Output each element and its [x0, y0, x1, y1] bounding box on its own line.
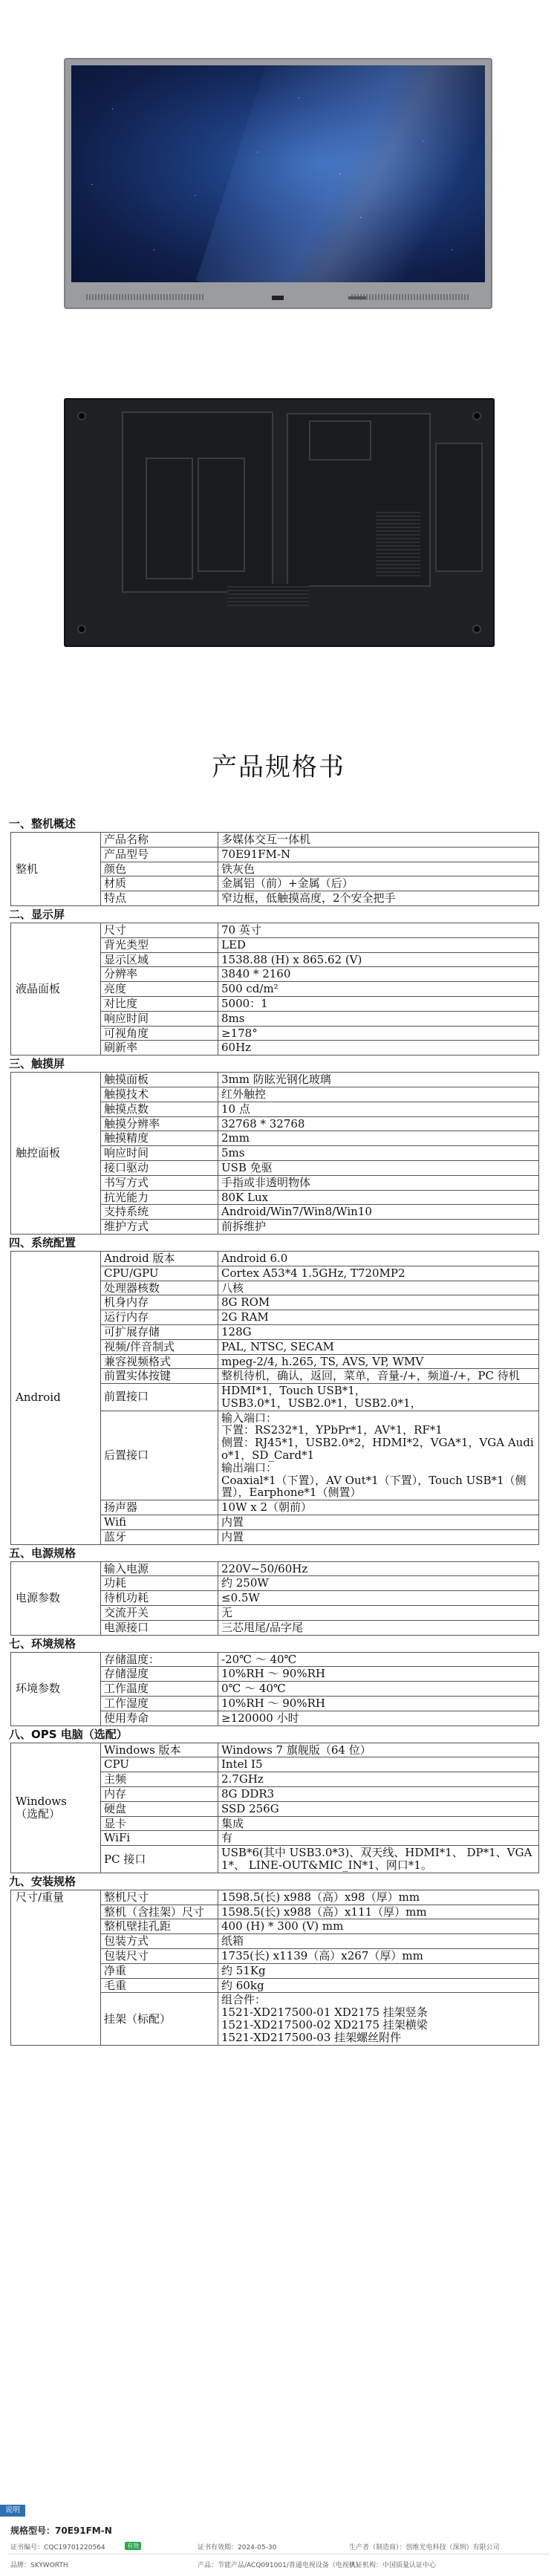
- spec-key: 整机尺寸: [101, 1890, 218, 1905]
- back-ops-slot: [435, 443, 483, 572]
- spec-value: 8ms: [218, 1011, 539, 1026]
- display-screen: [71, 65, 485, 282]
- spec-key: 特点: [101, 891, 218, 906]
- brand-logo-mark: [348, 296, 366, 299]
- spec-key: 交流开关: [101, 1606, 218, 1621]
- table-row: [11, 1743, 539, 1757]
- back-io-module: [309, 420, 371, 461]
- spec-value: 前拆维护: [218, 1220, 539, 1235]
- spec-key: 触摸面板: [101, 1073, 218, 1087]
- spec-value: 3mm 防眩光钢化玻璃: [218, 1073, 539, 1087]
- spec-key: 尺寸: [101, 923, 218, 937]
- spec-key: 硬盘: [101, 1801, 218, 1816]
- spec-key: 净重: [101, 1963, 218, 1978]
- spec-key: 处理器核数: [101, 1281, 218, 1295]
- spec-key: 亮度: [101, 982, 218, 997]
- spec-key: 颜色: [101, 862, 218, 876]
- spec-key: 扬声器: [101, 1500, 218, 1515]
- spec-value: Windows 7 旗舰版（64 位）: [218, 1743, 539, 1757]
- table-row: [11, 1652, 539, 1667]
- spec-value: 220V~50/60Hz: [218, 1561, 539, 1576]
- footer-tab[interactable]: 说明: [0, 2505, 25, 2517]
- spec-key: 书写方式: [101, 1175, 218, 1190]
- spec-value: 1598.5(长) x988（高）x111（厚）mm: [218, 1905, 539, 1919]
- spec-value: 80K Lux: [218, 1190, 539, 1205]
- footer-cert-no: 证书编号：CQC19701220564: [10, 2544, 105, 2551]
- spec-value: 32768 * 32768: [218, 1116, 539, 1131]
- spec-value: Intel I5: [218, 1757, 539, 1772]
- spec-value: 500 cd/m²: [218, 982, 539, 997]
- section-title: 四、系统配置: [9, 1235, 76, 1249]
- spec-key: 输入电源: [101, 1561, 218, 1576]
- document-title: 产品规格书: [212, 752, 345, 782]
- spec-value: 约 51Kg: [218, 1963, 539, 1978]
- spec-table: [10, 1890, 539, 2046]
- spec-key: 触摸点数: [101, 1102, 218, 1116]
- spec-value: 约 250W: [218, 1576, 539, 1591]
- table-row: [11, 833, 539, 848]
- spec-value: 60Hz: [218, 1041, 539, 1056]
- spec-key: 支持系统: [101, 1205, 218, 1220]
- spec-value: 手指或非透明物体: [218, 1175, 539, 1190]
- spec-key: 功耗: [101, 1576, 218, 1591]
- spec-value: 铁灰色: [218, 862, 539, 876]
- spec-value: HDMI*1，Touch USB*1， USB3.0*1，USB2.0*1，USB2.0*1，: [218, 1384, 539, 1411]
- spec-key: 响应时间: [101, 1146, 218, 1161]
- table-row: [11, 1251, 539, 1266]
- spec-key: 前置接口: [101, 1384, 218, 1411]
- spec-key: Wifi: [101, 1515, 218, 1530]
- category-cell: Android: [11, 1251, 101, 1544]
- spec-key: 包装方式: [101, 1934, 218, 1949]
- spec-value: 红外触控: [218, 1087, 539, 1102]
- spec-key: 产品型号: [101, 847, 218, 862]
- spec-key: Android 版本: [101, 1251, 218, 1266]
- spec-value: 三芯甩尾/品字尾: [218, 1620, 539, 1635]
- spec-key: 刷新率: [101, 1041, 218, 1056]
- front-sensor: [272, 296, 284, 300]
- spec-key: 视频/伴音制式: [101, 1339, 218, 1354]
- section-title: 九、安装规格: [9, 1874, 76, 1888]
- spec-value: 八核: [218, 1281, 539, 1295]
- category-cell: 环境参数: [11, 1652, 101, 1726]
- spec-key: 工作湿度: [101, 1697, 218, 1711]
- spec-table: [10, 1072, 539, 1235]
- spec-key: 后置接口: [101, 1411, 218, 1500]
- spec-table: [10, 1251, 539, 1545]
- spec-value: LED: [218, 937, 539, 952]
- spec-key: 工作温度: [101, 1682, 218, 1697]
- spec-key: 可扩展存储: [101, 1324, 218, 1339]
- spec-key: 整机壁挂孔距: [101, 1919, 218, 1934]
- category-cell: 液晶面板: [11, 923, 101, 1055]
- footer-valid-date: 证书有效期：2024-05-30: [198, 2544, 277, 2551]
- spec-key: 对比度: [101, 996, 218, 1011]
- spec-value: 70 英寸: [218, 923, 539, 937]
- spec-value: Android 6.0: [218, 1251, 539, 1266]
- spec-value: USB*6(其中 USB3.0*3)、双天线、HDMI*1、 DP*1、VGA1*、 LINE-OUT&MIC_IN*1、网口*1。: [218, 1846, 539, 1873]
- spec-value: 0℃ ～ 40℃: [218, 1682, 539, 1697]
- spec-key: 显示区域: [101, 952, 218, 967]
- spec-value: 内置: [218, 1515, 539, 1530]
- back-vent: [376, 510, 420, 576]
- status-badge: 有效: [125, 2542, 141, 2550]
- spec-key: 可视角度: [101, 1026, 218, 1041]
- spec-value: ≥120000 小时: [218, 1711, 539, 1726]
- spec-table: [10, 832, 539, 906]
- spec-sections: [9, 816, 548, 2046]
- mount-hole: [79, 626, 85, 632]
- spec-value: 2mm: [218, 1131, 539, 1146]
- mount-hole: [474, 413, 480, 419]
- category-cell: 尺寸/重量: [11, 1890, 101, 2045]
- spec-value: 约 60kg: [218, 1978, 539, 1993]
- spec-key: 兼容视频格式: [101, 1354, 218, 1369]
- spec-value: 8G ROM: [218, 1295, 539, 1310]
- spec-value: Android/Win7/Win8/Win10: [218, 1205, 539, 1220]
- spec-key: 分辨率: [101, 967, 218, 982]
- spec-key: 包装尺寸: [101, 1948, 218, 1963]
- spec-key: Windows 版本: [101, 1743, 218, 1757]
- footer-cert-body: 认证机构：中国质量认证中心: [349, 2562, 437, 2569]
- spec-value: 1538.88 (H) x 865.62 (V): [218, 952, 539, 967]
- footer-brand: 品牌：SKYWORTH: [10, 2562, 68, 2569]
- spec-value: 10%RH ～ 90%RH: [218, 1667, 539, 1682]
- spec-table: [10, 1743, 539, 1873]
- table-row: [11, 1073, 539, 1087]
- spec-key: 电源接口: [101, 1620, 218, 1635]
- product-back-image: [64, 398, 495, 647]
- spec-value: USB 免驱: [218, 1160, 539, 1175]
- spec-key: WiFi: [101, 1831, 218, 1846]
- spec-value: 70E91FM-N: [218, 847, 539, 862]
- spec-key: 存储湿度: [101, 1667, 218, 1682]
- spec-value: 10W x 2（朝前）: [218, 1500, 539, 1515]
- certificate-footer: [0, 2505, 557, 2576]
- category-cell: Windows （选配）: [11, 1743, 101, 1873]
- product-front-image: [64, 58, 492, 309]
- spec-key: 产品名称: [101, 833, 218, 848]
- spec-key: 触摸分辨率: [101, 1116, 218, 1131]
- section-title: 八、OPS 电脑（选配）: [9, 1727, 128, 1741]
- spec-value: 5000：1: [218, 996, 539, 1011]
- speaker-grille-right: [351, 294, 470, 300]
- spec-value: 纸箱: [218, 1934, 539, 1949]
- spec-value: ≥178°: [218, 1026, 539, 1041]
- section-title: 二、显示屏: [9, 907, 65, 921]
- spec-value: SSD 256G: [218, 1801, 539, 1816]
- spec-value: 400 (H) * 300 (V) mm: [218, 1919, 539, 1934]
- spec-value: 组合件： 1521-XD217500-01 XD2175 挂架竖条 1521-XD217500-02 XD2175 挂架横梁 1521-XD217500-03 挂架螺丝附件: [218, 1993, 539, 2045]
- section-title: 五、电源规格: [9, 1546, 76, 1560]
- spec-value: mpeg-2/4, h.265, TS, AVS, VP, WMV: [218, 1354, 539, 1369]
- spec-value: 3840 * 2160: [218, 967, 539, 982]
- spec-key: 蓝牙: [101, 1529, 218, 1544]
- section-title: 三、触摸屏: [9, 1057, 65, 1071]
- table-row: [11, 923, 539, 937]
- footer-product: 产品：节能产品/ACQ091001/普通电视设备（电视机）: [198, 2562, 362, 2569]
- spec-key: CPU/GPU: [101, 1266, 218, 1281]
- spec-key: 前置实体按键: [101, 1369, 218, 1384]
- spec-key: 整机（含挂架）尺寸: [101, 1905, 218, 1919]
- footer-heading: 规格型号：70E91FM-N: [10, 2525, 112, 2536]
- starfield-wallpaper: [71, 65, 485, 282]
- spec-value: 内置: [218, 1529, 539, 1544]
- spec-value: ≤0.5W: [218, 1591, 539, 1606]
- spec-key: 机身内存: [101, 1295, 218, 1310]
- table-row: [11, 1890, 539, 1905]
- spec-value: 10%RH ～ 90%RH: [218, 1697, 539, 1711]
- spec-key: 接口驱动: [101, 1160, 218, 1175]
- spec-value: 8G DDR3: [218, 1787, 539, 1802]
- spec-key: 待机功耗: [101, 1591, 218, 1606]
- spec-value: 128G: [218, 1324, 539, 1339]
- spec-value: 有: [218, 1831, 539, 1846]
- spec-value: 多媒体交互一体机: [218, 833, 539, 848]
- spec-value: 输入端口： 下置：RS232*1，YPbPr*1，AV*1，RF*1 侧置：RJ45*1，USB2.0*2，HDMI*2，VGA*1，VGA Audio*1，SD_Card*1 输出端口： Coaxial*1（下置），AV Out*1（下置），Touch USB*1（侧置），Earphone*1（侧置）: [218, 1411, 539, 1500]
- category-cell: 整机: [11, 833, 101, 906]
- spec-key: 主频: [101, 1772, 218, 1787]
- section-title: 一、整机概述: [9, 817, 76, 830]
- spec-value: 集成: [218, 1816, 539, 1831]
- category-cell: 电源参数: [11, 1561, 101, 1635]
- spec-key: 运行内存: [101, 1310, 218, 1325]
- spec-value: 10 点: [218, 1102, 539, 1116]
- footer-manufacturer: 生产者（制造商）：创维光电科技（深圳）有限公司: [349, 2544, 500, 2551]
- spec-value: 2G RAM: [218, 1310, 539, 1325]
- table-row: [11, 1561, 539, 1576]
- spec-value: 金属铝（前）+金属（后）: [218, 876, 539, 891]
- spec-key: 毛重: [101, 1978, 218, 1993]
- spec-value: 1735(长) x1139（高）x267（厚）mm: [218, 1948, 539, 1963]
- spec-value: Cortex A53*4 1.5GHz, T720MP2: [218, 1266, 539, 1281]
- back-bracket-left: [146, 458, 193, 579]
- speaker-grille-left: [86, 294, 205, 300]
- spec-key: 维护方式: [101, 1220, 218, 1235]
- spec-value: 整机待机，确认，返回，菜单，音量-/+，频道-/+，PC 待机: [218, 1369, 539, 1384]
- spec-key: 挂架（标配）: [101, 1993, 218, 2045]
- spec-key: CPU: [101, 1757, 218, 1772]
- section-title: 七、环境规格: [9, 1636, 76, 1650]
- back-bracket-center: [198, 458, 245, 572]
- spec-key: 存储温度：: [101, 1652, 218, 1667]
- spec-value: 5ms: [218, 1146, 539, 1161]
- spec-key: 背光类型: [101, 937, 218, 952]
- spec-value: 1598.5(长) x988（高）x98（厚）mm: [218, 1890, 539, 1905]
- spec-value: 窄边框，低触摸高度，2个安全把手: [218, 891, 539, 906]
- spec-key: 触摸精度: [101, 1131, 218, 1146]
- mount-hole: [474, 626, 480, 632]
- spec-key: 材质: [101, 876, 218, 891]
- spec-key: 显卡: [101, 1816, 218, 1831]
- mount-hole: [79, 413, 85, 419]
- back-vent-bottom: [227, 584, 309, 606]
- spec-value: 2.7GHz: [218, 1772, 539, 1787]
- spec-key: PC 接口: [101, 1846, 218, 1873]
- spec-table: [10, 1561, 539, 1636]
- spec-value: -20℃ ～ 40℃: [218, 1652, 539, 1667]
- spec-key: 内存: [101, 1787, 218, 1802]
- spec-key: 抗光能力: [101, 1190, 218, 1205]
- spec-key: 使用寿命: [101, 1711, 218, 1726]
- spec-key: 触摸技术: [101, 1087, 218, 1102]
- spec-value: 无: [218, 1606, 539, 1621]
- spec-table: [10, 1652, 539, 1726]
- spec-table: [10, 923, 539, 1056]
- spec-key: 响应时间: [101, 1011, 218, 1026]
- spec-value: PAL, NTSC, SECAM: [218, 1339, 539, 1354]
- category-cell: 触控面板: [11, 1073, 101, 1235]
